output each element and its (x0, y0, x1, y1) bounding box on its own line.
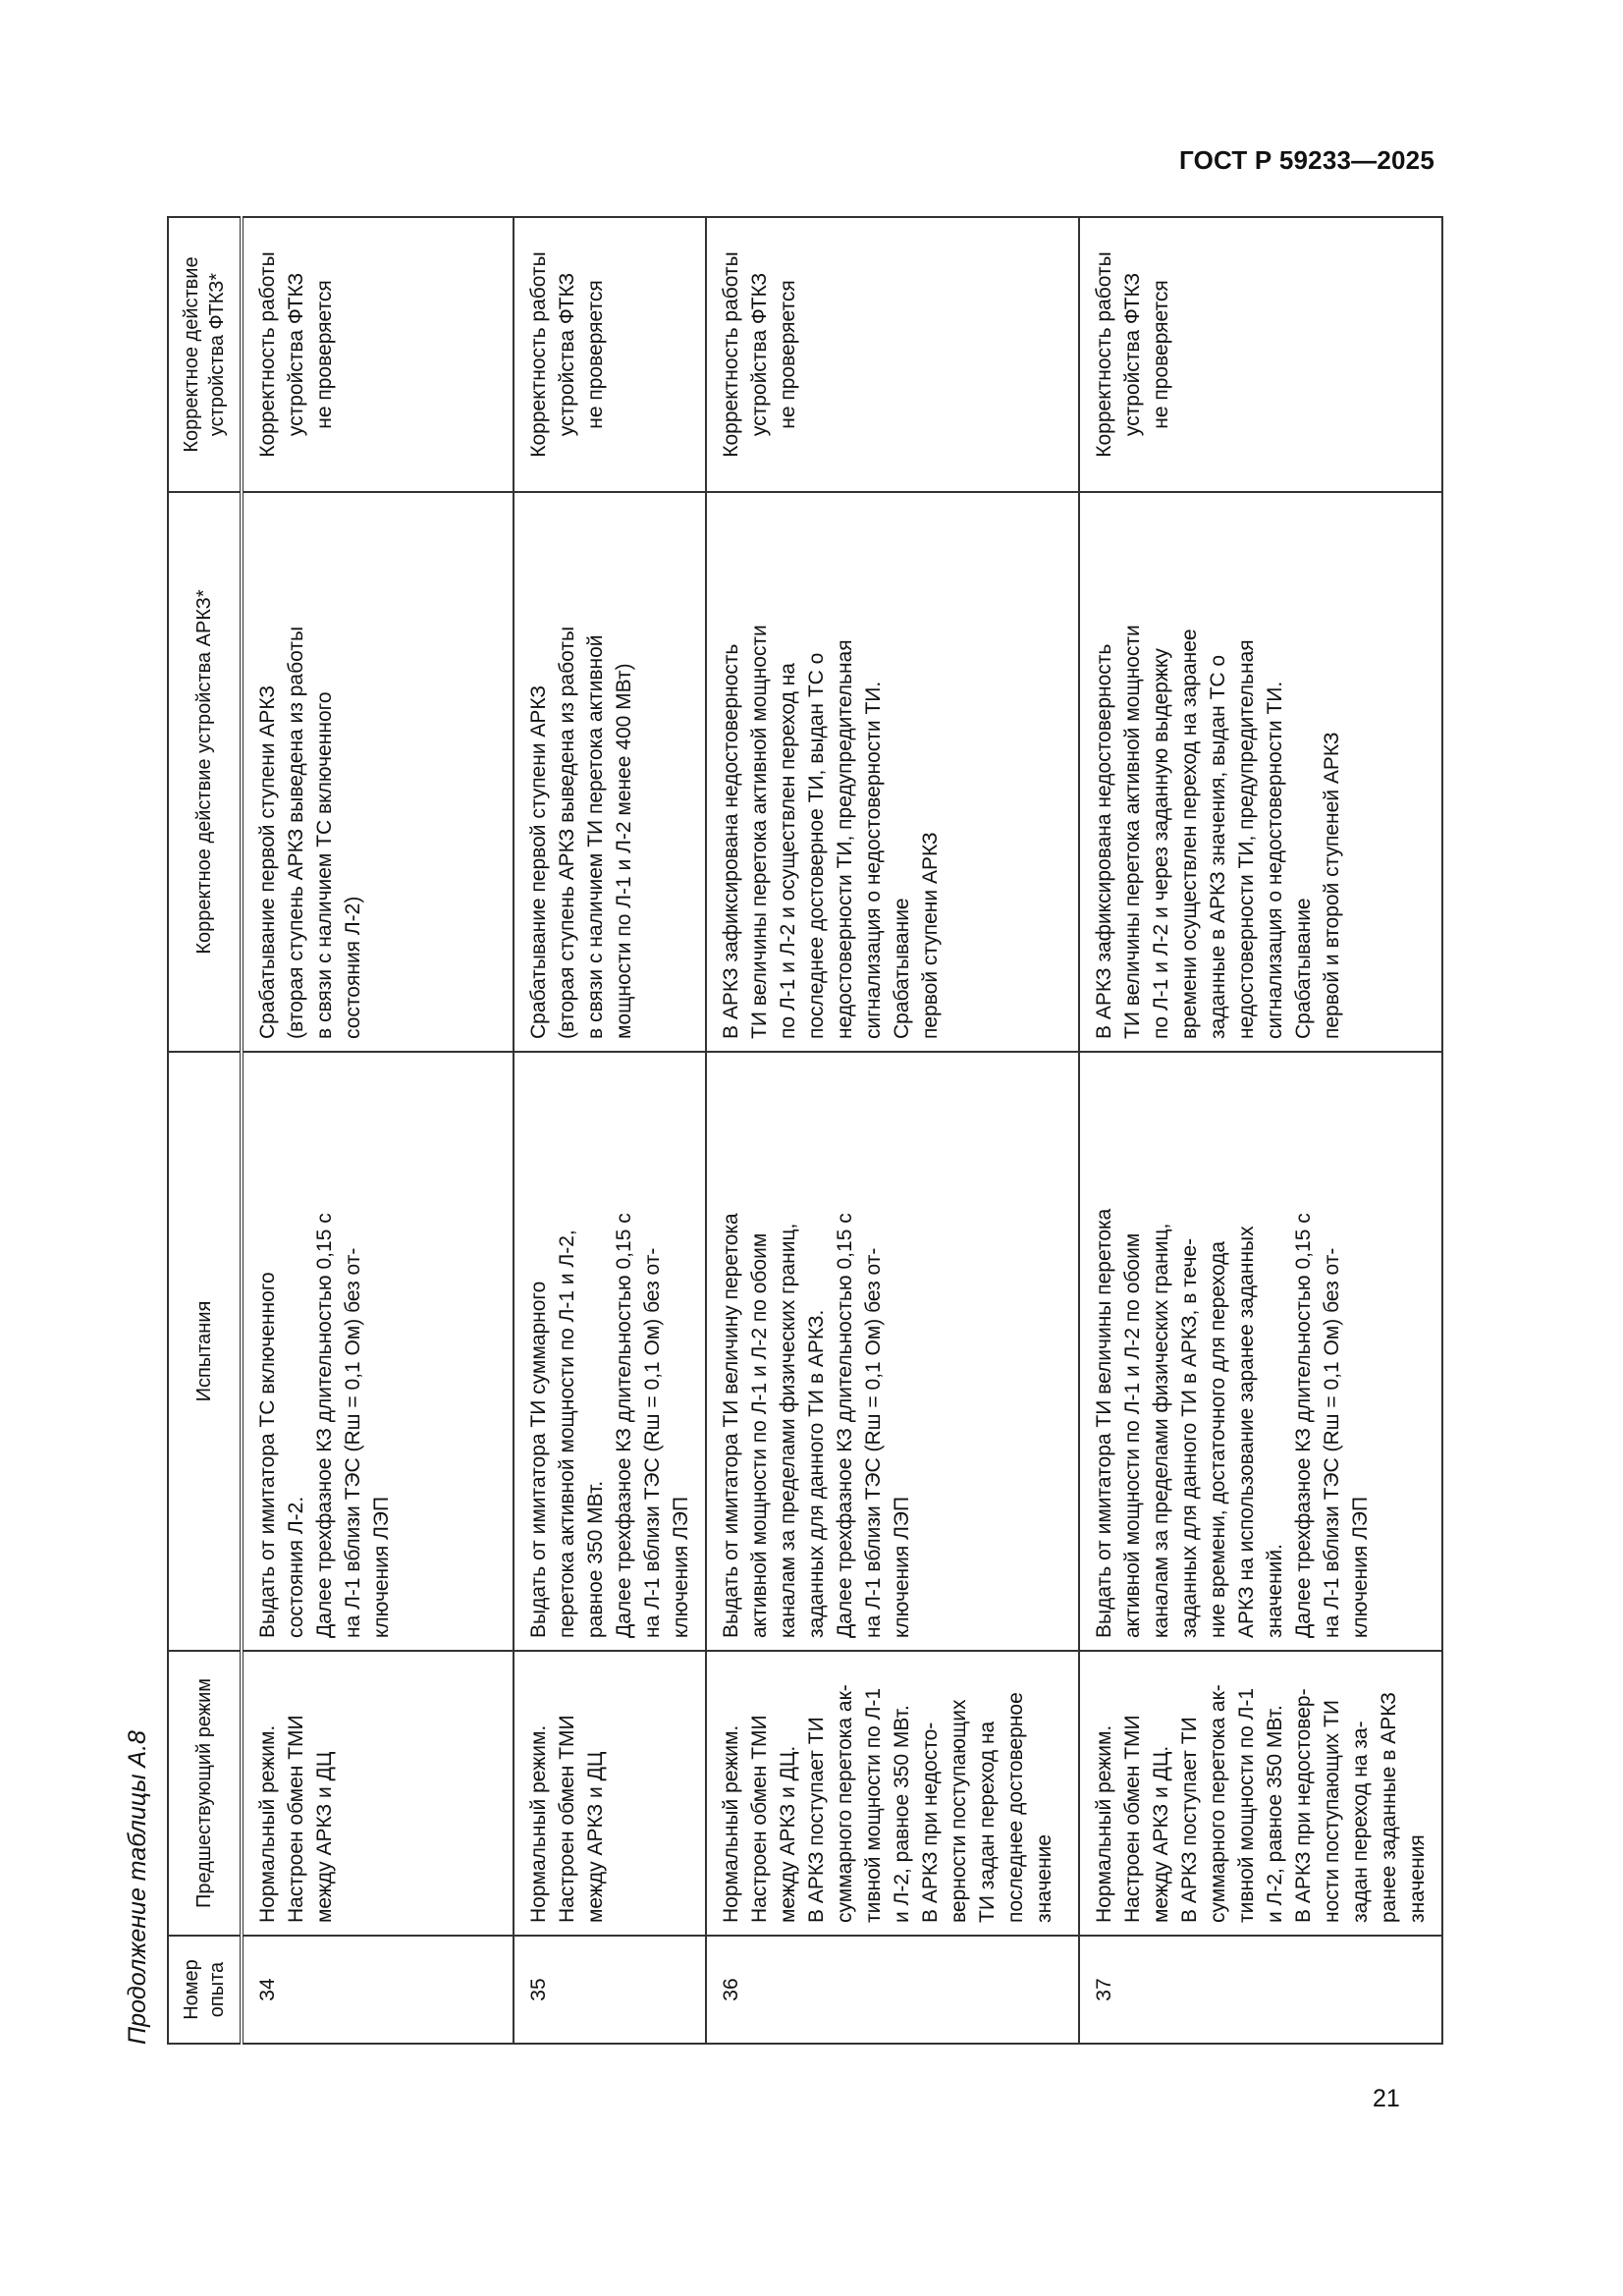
table-row (514, 217, 706, 2044)
prior-mode-cell: Нормальный режим. Настроен обмен ТМИ между АРКЗ и ДЦ (242, 1651, 514, 1936)
table-header-row (168, 217, 242, 2044)
col-header-prior-mode: Предшествующий режим (168, 1651, 242, 1936)
ftkz-action-cell: Корректность работы устройства ФТКЗ не проверяется (514, 217, 706, 492)
test-cell: Выдать от имитатора ТС включенного состояния Л-2. Далее трехфазное КЗ длительностью 0,15 с на Л-1 вблизи ТЭС (Rш = 0,1 Ом) без от- ключения ЛЭП (242, 1052, 514, 1651)
prior-mode-cell: Нормальный режим. Настроен обмен ТМИ между АРКЗ и ДЦ. В АРКЗ поступает ТИ суммарного перетока ак- тивной мощности по Л-1 и Л-2, равное 350 МВт. В АРКЗ при недостовер- ности поступающих ТИ задан переход на за- ранее заданные в АРКЗ значения (1079, 1651, 1442, 1936)
row-number: 35 (514, 1936, 706, 2044)
row-number: 34 (242, 1936, 514, 2044)
row-number: 36 (706, 1936, 1079, 2044)
table-row (242, 217, 514, 2044)
col-header-arkz-action: Корректное действие устройства АРКЗ* (168, 492, 242, 1052)
ftkz-action-cell: Корректность работы устройства ФТКЗ не проверяется (706, 217, 1079, 492)
test-cell: Выдать от имитатора ТИ суммарного перетока активной мощности по Л-1 и Л-2, равное 350 МВт. Далее трехфазное КЗ длительностью 0,15 с на Л-1 вблизи ТЭС (Rш = 0,1 Ом) без от- ключения ЛЭП (514, 1052, 706, 1651)
table-caption: Продолжение таблицы А.8 (124, 1730, 151, 2045)
ftkz-action-cell: Корректность работы устройства ФТКЗ не проверяется (1079, 217, 1442, 492)
col-header-ftkz-action: Корректное действие устройства ФТКЗ* (168, 217, 242, 492)
page-number: 21 (1373, 2085, 1400, 2112)
test-table (167, 216, 1443, 2045)
table-row (1079, 217, 1442, 2044)
table-row (706, 217, 1079, 2044)
rotated-table-container (108, 218, 1429, 2045)
arkz-action-cell: В АРКЗ зафиксирована недостоверность ТИ величины перетока активной мощности по Л-1 и Л-2 и осуществлен переход на последнее достоверное ТИ, выдан ТС о недостоверности ТИ, предупредительная сигнализация о недостоверности ТИ. Срабатывание первой ступени АРКЗ (706, 492, 1079, 1052)
ftkz-action-cell: Корректность работы устройства ФТКЗ не проверяется (242, 217, 514, 492)
col-header-test: Испытания (168, 1052, 242, 1651)
col-header-number: Номер опыта (168, 1936, 242, 2044)
document-header: ГОСТ Р 59233—2025 (1179, 145, 1434, 175)
test-cell: Выдать от имитатора ТИ величину перетока активной мощности по Л-1 и Л-2 по обоим каналам за пределами физических границ, заданных для данного ТИ в АРКЗ. Далее трехфазное КЗ длительностью 0,15 с на Л-1 вблизи ТЭС (Rш = 0,1 Ом) без от- ключения ЛЭП (706, 1052, 1079, 1651)
row-number: 37 (1079, 1936, 1442, 2044)
prior-mode-cell: Нормальный режим. Настроен обмен ТМИ между АРКЗ и ДЦ. В АРКЗ поступает ТИ суммарного перетока ак- тивной мощности по Л-1 и Л-2, равное 350 МВт. В АРКЗ при недосто- верности поступающих ТИ задан переход на последнее достоверное значение (706, 1651, 1079, 1936)
test-cell: Выдать от имитатора ТИ величины перетока активной мощности по Л-1 и Л-2 по обоим каналам за пределами физических границ, заданных для данного ТИ в АРКЗ, в тече- ние времени, достаточного для перехода АРКЗ на использование заранее заданных значений. Далее трехфазное КЗ длительностью 0,15 с на Л-1 вблизи ТЭС (Rш = 0,1 Ом) без от- ключения ЛЭП (1079, 1052, 1442, 1651)
prior-mode-cell: Нормальный режим. Настроен обмен ТМИ между АРКЗ и ДЦ (514, 1651, 706, 1936)
arkz-action-cell: Срабатывание первой ступени АРКЗ (вторая ступень АРКЗ выведена из работы в связи с наличием ТИ перетока активной мощности по Л-1 и Л-2 менее 400 МВт) (514, 492, 706, 1052)
arkz-action-cell: Срабатывание первой ступени АРКЗ (вторая ступень АРКЗ выведена из работы в связи с наличием ТС включенного состояния Л-2) (242, 492, 514, 1052)
arkz-action-cell: В АРКЗ зафиксирована недостоверность ТИ величины перетока активной мощности по Л-1 и Л-2 и через заданную выдержку времени осуществлен переход на заранее заданные в АРКЗ значения, выдан ТС о недостоверности ТИ, предупредительная сигнализация о недостоверности ТИ. Срабатывание первой и второй ступеней АРКЗ (1079, 492, 1442, 1052)
